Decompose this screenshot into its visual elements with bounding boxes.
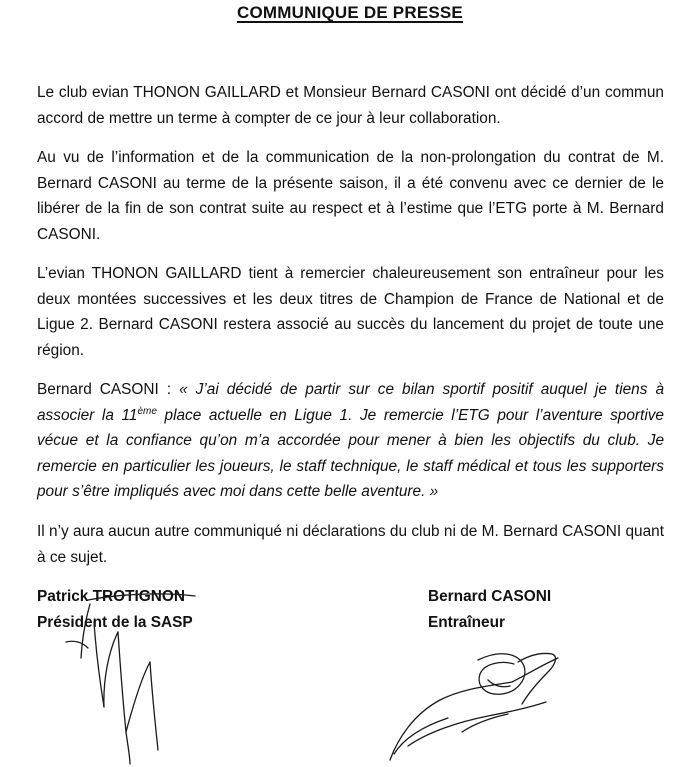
- quote-speaker: Bernard CASONI :: [37, 381, 180, 398]
- paragraph-coach-quote: [37, 377, 664, 505]
- signatory-right: [428, 584, 551, 636]
- signatory-right-name: Bernard CASONI: [428, 588, 552, 605]
- quote-text-end: place actuelle en Ligue 1. Je remercie l’ETG pour l’aventure sportive vécue et la confiance qu’on m’a accordée pour mener à bien les objectifs du club. Je remercie en particulier les joueurs, le staff technique, le staff médical et tous les supporters pour s’être impliqués avec moi dans cette belle aventure. »: [37, 406, 664, 500]
- signatory-left-name: Patrick TROTIGNON: [37, 588, 185, 605]
- document-title-text: COMMUNIQUE DE PRESSE: [237, 3, 463, 22]
- paragraph-thanks: L’evian THONON GAILLARD tient à remercier chaleureusement son entraîneur pour les deux montées successives et les deux titres de Champion de France de National et de Ligue 2. Bernard CASONI restera associé au succès du lancement du projet de toute une région.: [37, 265, 664, 359]
- paragraph-agreement: Le club evian THONON GAILLARD et Monsieur Bernard CASONI ont décidé d’un commun accord de mettre un terme à compter de ce jour à leur collaboration.: [37, 84, 664, 127]
- signatory-left-role: Président de la SASP: [37, 614, 193, 631]
- ordinal-superscript: ème: [137, 405, 157, 417]
- quote-text-start: « J’ai décidé de partir sur ce bilan sportif positif auquel je tiens à associer la 11: [37, 381, 665, 424]
- signatory-left: [37, 584, 193, 636]
- signatory-right-role: Entraîneur: [428, 614, 505, 631]
- signature-right-image: [378, 642, 578, 767]
- paragraph-contract-release: Au vu de l’information et de la communication de la non-prolongation du contrat de M. Bernard CASONI au terme de la présente saison, il a été convenu avec ce dernier de le libérer de la fin de son contrat suite au respect et à l’estime que l’ETG porte à M. Bernard CASONI.: [37, 149, 664, 243]
- paragraph-closing: Il n’y aura aucun autre communiqué ni déclarations du club ni de M. Bernard CASONI quant à ce sujet.: [37, 523, 664, 566]
- document-title: [0, 0, 700, 26]
